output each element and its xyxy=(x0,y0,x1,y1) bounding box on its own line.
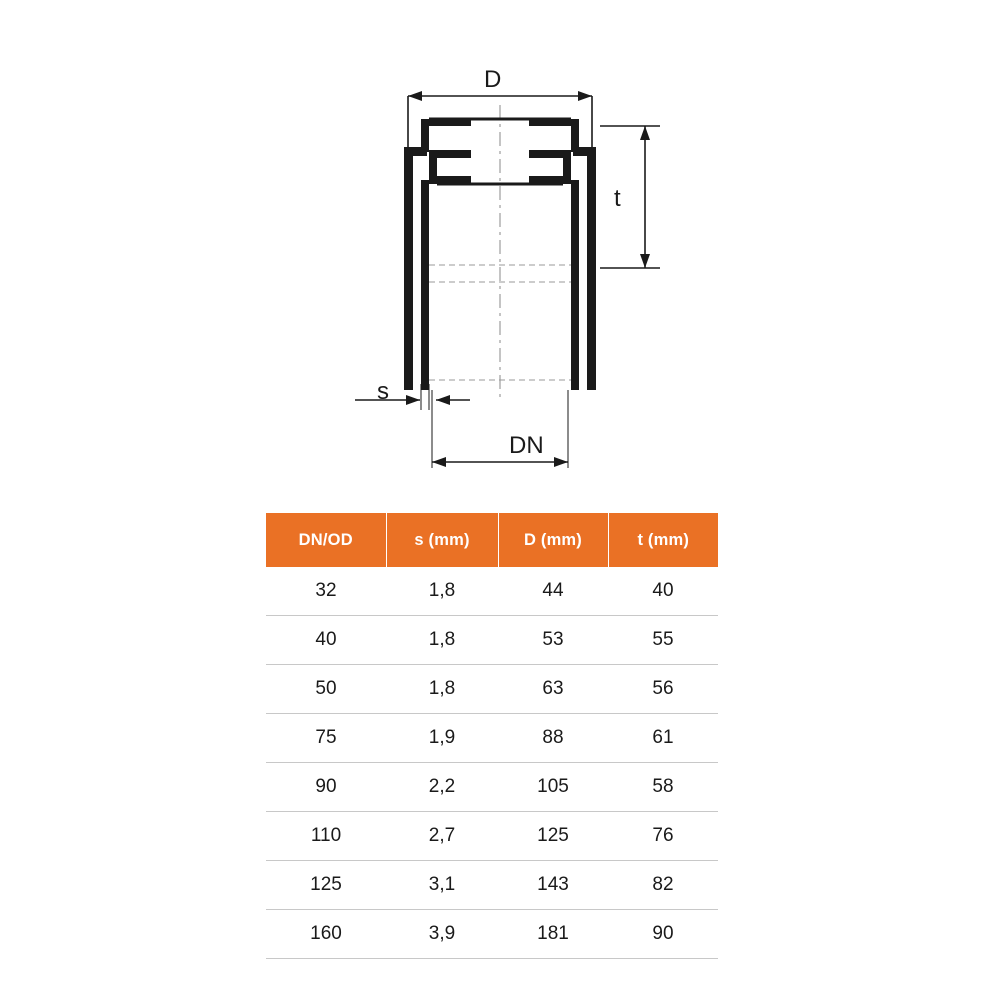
cell-t: 40 xyxy=(608,567,718,616)
table-row xyxy=(266,665,718,714)
dimension-label-s: s xyxy=(377,378,389,405)
cell-d: 143 xyxy=(498,861,608,910)
cell-d: 63 xyxy=(498,665,608,714)
dimension-label-t: t xyxy=(614,185,621,212)
cell-dn-od: 32 xyxy=(266,567,386,616)
table-row xyxy=(266,567,718,616)
column-header-t: t (mm) xyxy=(608,513,718,567)
dimension-DN xyxy=(432,390,568,468)
cell-d: 105 xyxy=(498,763,608,812)
cell-dn-od: 110 xyxy=(266,812,386,861)
column-header-dn-od: DN/OD xyxy=(266,513,386,567)
cell-dn-od: 40 xyxy=(266,616,386,665)
cell-s: 3,1 xyxy=(386,861,498,910)
table-header-row xyxy=(266,513,718,567)
specification-table xyxy=(266,513,718,959)
cell-t: 76 xyxy=(608,812,718,861)
table-row xyxy=(266,861,718,910)
cell-s: 1,8 xyxy=(386,665,498,714)
table-row xyxy=(266,910,718,959)
table-row xyxy=(266,763,718,812)
pipe-outline-right xyxy=(529,119,596,390)
specification-table-wrapper xyxy=(266,513,718,959)
cell-s: 2,7 xyxy=(386,812,498,861)
cell-t: 58 xyxy=(608,763,718,812)
cell-s: 1,9 xyxy=(386,714,498,763)
seal-ring-wall-left xyxy=(429,150,437,184)
dimension-t xyxy=(600,126,660,268)
cell-s: 1,8 xyxy=(386,616,498,665)
pipe-wall-left xyxy=(421,282,429,390)
cell-dn-od: 160 xyxy=(266,910,386,959)
column-header-s: s (mm) xyxy=(386,513,498,567)
cell-d: 125 xyxy=(498,812,608,861)
cell-s: 2,2 xyxy=(386,763,498,812)
socket-outer-wall-left xyxy=(404,147,413,390)
cell-d: 181 xyxy=(498,910,608,959)
pipe-wall-right xyxy=(571,282,579,390)
cell-t: 55 xyxy=(608,616,718,665)
cell-dn-od: 90 xyxy=(266,763,386,812)
table-body xyxy=(266,567,718,959)
socket-inner-wall-right xyxy=(571,180,579,285)
cell-t: 90 xyxy=(608,910,718,959)
socket-outer-wall-right xyxy=(587,147,596,390)
table-row xyxy=(266,812,718,861)
column-header-d: D (mm) xyxy=(498,513,608,567)
cell-s: 1,8 xyxy=(386,567,498,616)
pipe-outline xyxy=(404,119,471,390)
dimension-label-D: D xyxy=(484,66,502,93)
cell-d: 53 xyxy=(498,616,608,665)
seal-ring-wall-right xyxy=(563,150,571,184)
cell-s: 3,9 xyxy=(386,910,498,959)
cell-dn-od: 75 xyxy=(266,714,386,763)
socket-inner-wall-left xyxy=(421,180,429,285)
cell-t: 56 xyxy=(608,665,718,714)
cell-d: 44 xyxy=(498,567,608,616)
cell-dn-od: 50 xyxy=(266,665,386,714)
cell-d: 88 xyxy=(498,714,608,763)
cell-t: 61 xyxy=(608,714,718,763)
cell-t: 82 xyxy=(608,861,718,910)
table-row xyxy=(266,714,718,763)
table-header xyxy=(266,513,718,567)
dimension-label-DN: DN xyxy=(509,432,544,459)
table-row xyxy=(266,616,718,665)
cell-dn-od: 125 xyxy=(266,861,386,910)
